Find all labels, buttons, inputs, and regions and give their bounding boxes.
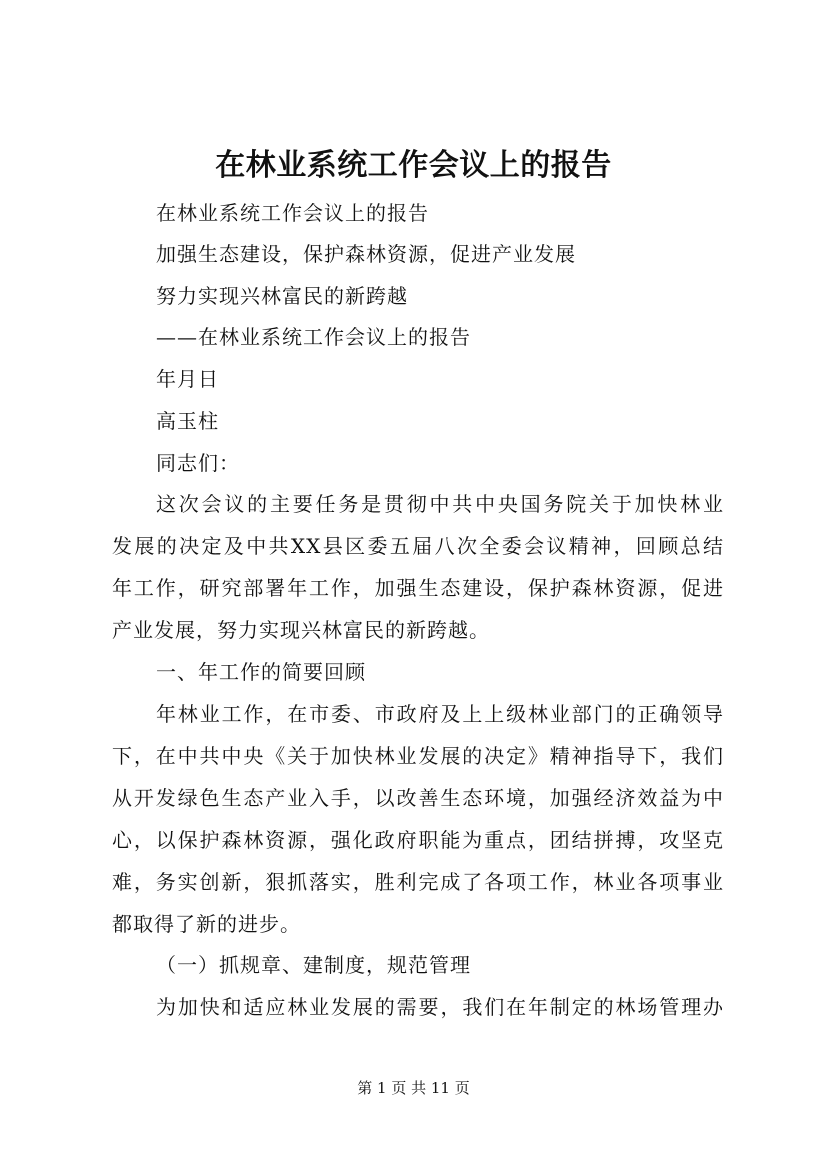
page-number: 第 1 页 共 11 页 [357, 1079, 470, 1097]
paragraph-line: 为加快和适应林业发展的需要，我们在年制定的林场管理办 [156, 995, 724, 1019]
paragraph-line: 年林业工作，在市委、市政府及上上级林业部门的正确领导 [156, 702, 724, 726]
section-heading: 一、年工作的简要回顾 [156, 660, 366, 684]
paragraph-line: 难，务实创新，狠抓落实，胜利完成了各项工作，林业各项事业 [112, 870, 724, 894]
paragraph-line: 心，以保护森林资源，强化政府职能为重点，团结拼搏，攻坚克 [112, 828, 724, 852]
subtitle-line: 在林业系统工作会议上的报告 [156, 201, 429, 225]
paragraph-line: 年工作，研究部署年工作，加强生态建设，保护森林资源，促进 [112, 576, 724, 600]
report-subtitle: ——在林业系统工作会议上的报告 [156, 325, 471, 349]
theme-line: 加强生态建设，保护森林资源，促进产业发展 [156, 242, 576, 266]
paragraph-line: 这次会议的主要任务是贯彻中共中央国务院关于加快林业 [156, 492, 724, 516]
paragraph-line: 下，在中共中央《关于加快林业发展的决定》精神指导下，我们 [112, 744, 724, 768]
paragraph-line: 从开发绿色生态产业入手，以改善生态环境，加强经济效益为中 [112, 786, 724, 810]
salutation: 同志们： [156, 451, 240, 475]
document-title: 在林业系统工作会议上的报告 [215, 148, 612, 183]
subsection-heading: （一）抓规章、建制度，规范管理 [156, 953, 471, 977]
theme-line-2: 努力实现兴林富民的新跨越 [156, 284, 408, 308]
date-line: 年月日 [156, 367, 219, 391]
author-line: 高玉柱 [156, 409, 219, 433]
paragraph-line: 都取得了新的进步。 [112, 912, 301, 936]
paragraph-line: 产业发展，努力实现兴林富民的新跨越。 [112, 618, 490, 642]
paragraph-line: 发展的决定及中共XX县区委五届八次全委会议精神，回顾总结 [112, 534, 724, 558]
